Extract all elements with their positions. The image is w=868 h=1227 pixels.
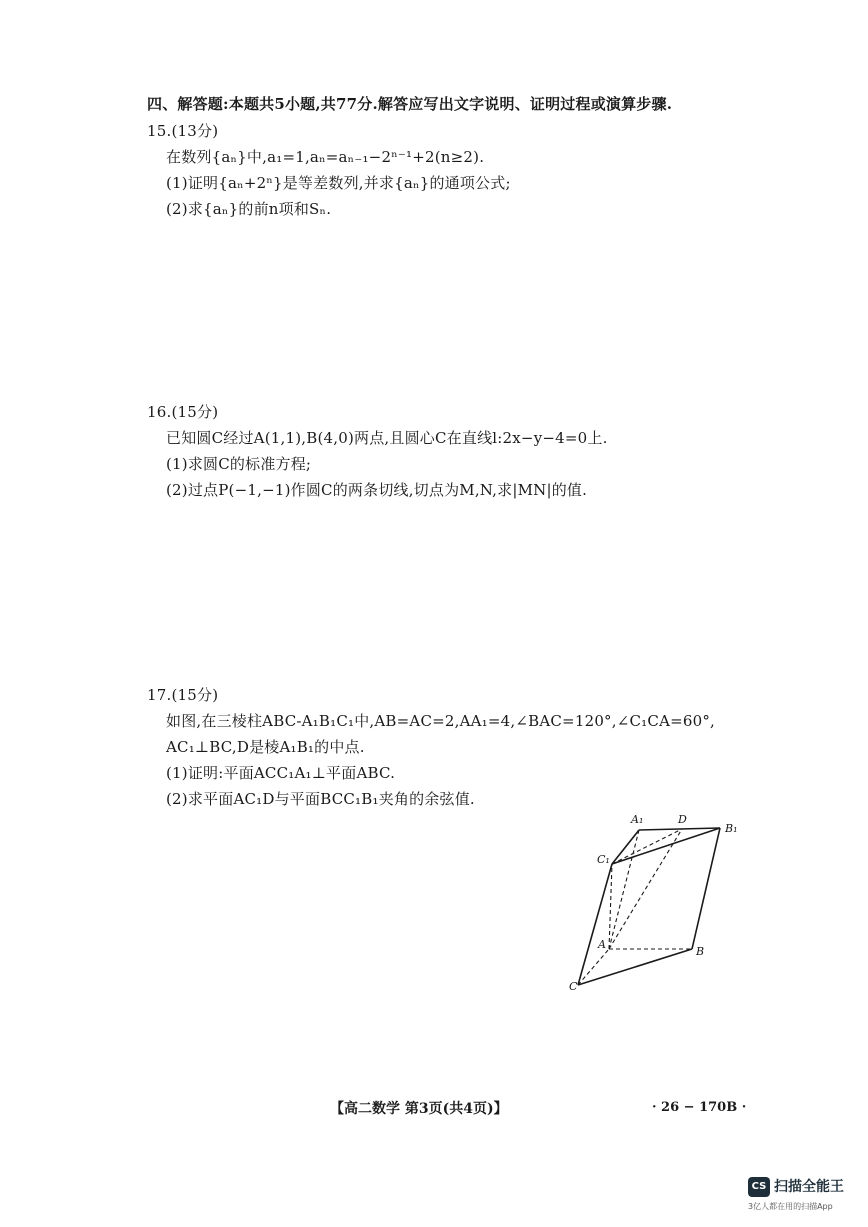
section-header: 四、解答题:本题共5小题,共77分.解答应写出文字说明、证明过程或演算步骤. — [147, 95, 673, 113]
edge-c1-c — [578, 864, 612, 985]
problem-17-line-2: AC₁⊥BC,D是棱A₁B₁的中点. — [166, 738, 365, 756]
label-a1: A₁ — [631, 813, 644, 826]
problem-16-line-3: (2)过点P(−1,−1)作圆C的两条切线,切点为M,N,求|MN|的值. — [166, 481, 588, 499]
problem-16-number: 16.(15分) — [147, 403, 219, 421]
problem-15-line-3: (2)求{aₙ}的前n项和Sₙ. — [166, 200, 332, 218]
problem-17-number: 17.(15分) — [147, 686, 219, 704]
edge-c-b — [578, 949, 692, 985]
prism-figure — [565, 808, 765, 993]
label-d: D — [678, 813, 687, 826]
problem-15-line-2: (1)证明{aₙ+2ⁿ}是等差数列,并求{aₙ}的通项公式; — [166, 174, 511, 192]
scanner-logo-icon: CS — [748, 1177, 770, 1197]
label-b: B — [696, 945, 705, 958]
scanner-badge — [748, 1175, 858, 1219]
problem-15-line-1: 在数列{aₙ}中,a₁=1,aₙ=aₙ₋₁−2ⁿ⁻¹+2(n≥2). — [166, 148, 485, 166]
problem-16-line-2: (1)求圆C的标准方程; — [166, 455, 312, 473]
edge-b1-b — [692, 828, 720, 949]
edge-a1-b1 — [639, 828, 720, 830]
problem-15-number: 15.(13分) — [147, 122, 219, 140]
edge-a-c1-hidden — [609, 864, 612, 949]
page-footer: 【高二数学 第3页(共4页)】 — [330, 1101, 508, 1117]
problem-16-line-1: 已知圆C经过A(1,1),B(4,0)两点,且圆心C在直线l:2x−y−4=0上. — [166, 429, 608, 447]
label-b1: B₁ — [725, 822, 738, 835]
label-c: C — [569, 980, 578, 993]
problem-17-line-1: 如图,在三棱柱ABC-A₁B₁C₁中,AB=AC=2,AA₁=4,∠BAC=120°,∠C₁CA=60°, — [166, 712, 716, 730]
scanner-title: 扫描全能王 — [774, 1179, 844, 1195]
exam-code: · 26 − 170B · — [652, 1100, 747, 1115]
edge-c1-b1 — [612, 828, 720, 864]
label-c1: C₁ — [597, 853, 610, 866]
label-a: A — [598, 938, 606, 951]
problem-17-line-4: (2)求平面AC₁D与平面BCC₁B₁夹角的余弦值. — [166, 790, 475, 808]
scanner-subtitle: 3亿人都在用的扫描App — [748, 1202, 833, 1211]
problem-17-line-3: (1)证明:平面ACC₁A₁⊥平面ABC. — [166, 764, 396, 782]
